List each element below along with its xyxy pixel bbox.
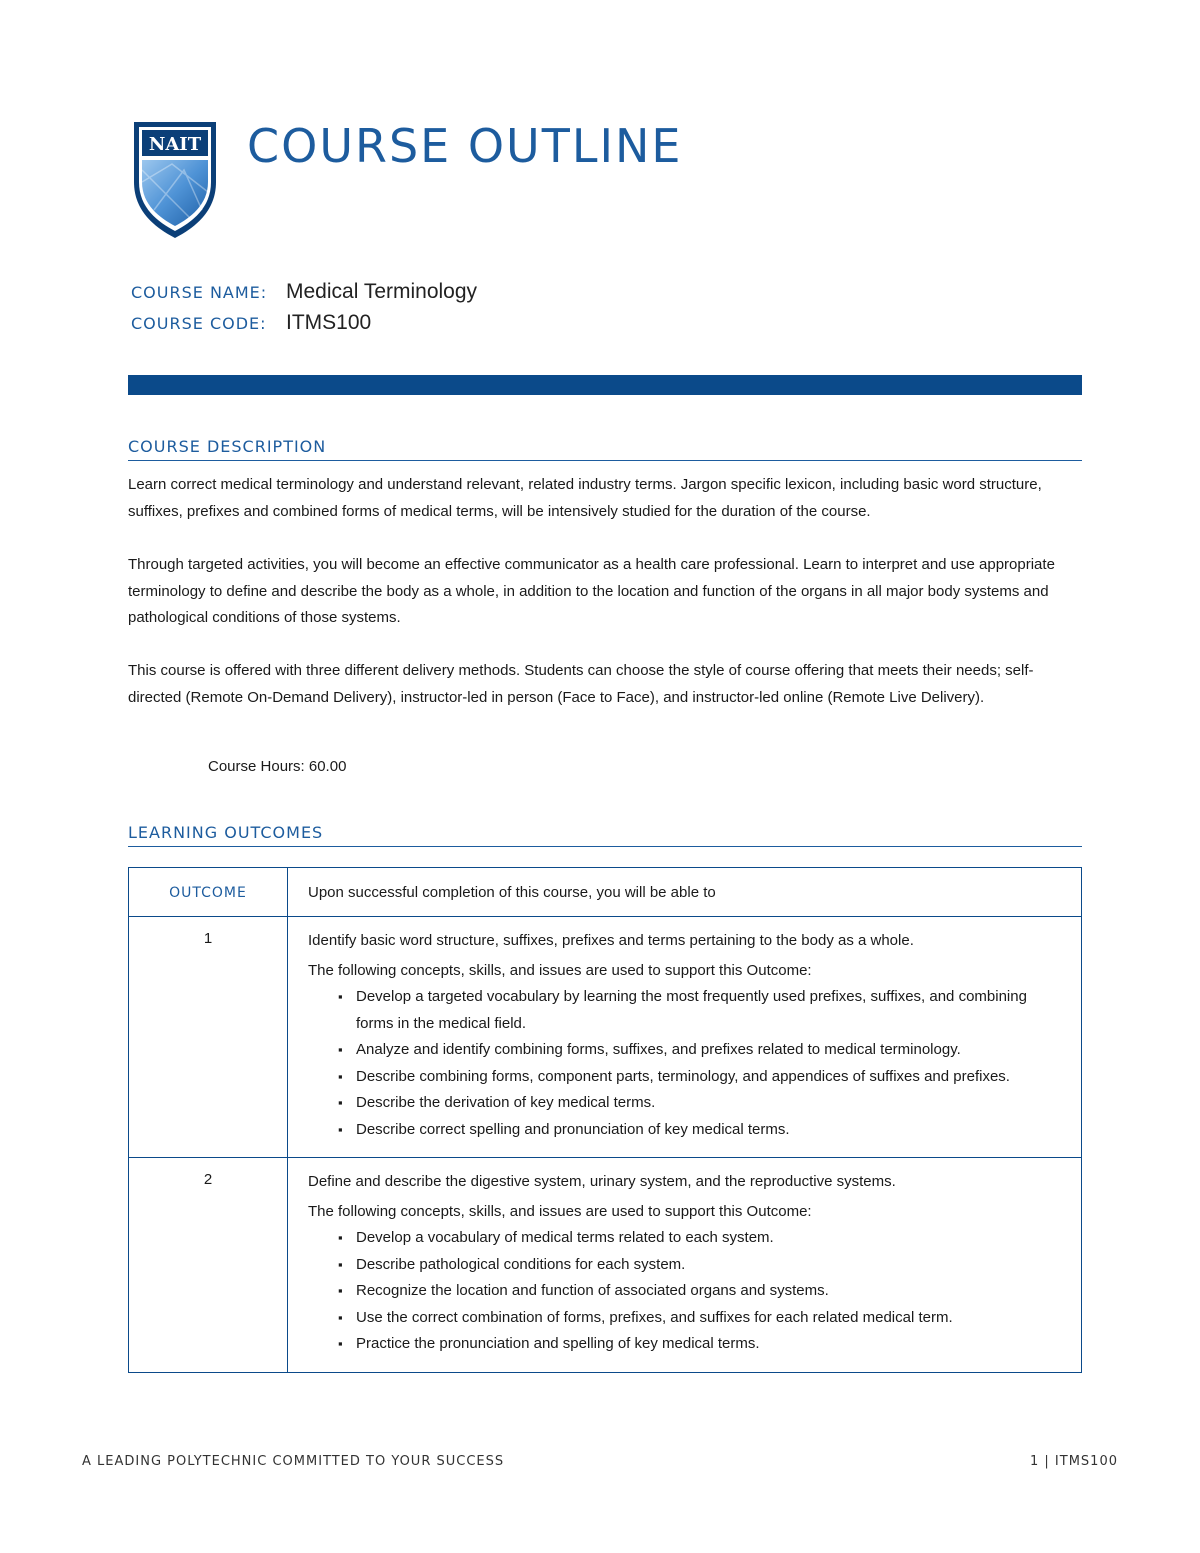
footer-page-number: 1 | ITMS100 [1030, 1454, 1118, 1469]
outcome-intro: The following concepts, skills, and issues are used to support this Outcome: [308, 1203, 812, 1220]
list-item: ▪ Describe correct spelling and pronunciation of key medical terms. [356, 1117, 1061, 1144]
list-item: ▪ Recognize the location and function of associated organs and systems. [356, 1278, 1061, 1305]
list-item: ▪ Describe the derivation of key medical terms. [356, 1090, 1061, 1117]
list-item: ▪ Describe pathological conditions for each system. [356, 1252, 1061, 1279]
description-paragraph: Through targeted activities, you will become an effective communicator as a health care professional. Learn to interpret and use appropriate terminology to define and describe the body as a whole, in addition to the location and function of the organs in all major body systems and pathological conditions of those systems. [128, 556, 1055, 626]
list-item: ▪ Analyze and identify combining forms, suffixes, and prefixes related to medical terminology. [356, 1037, 1061, 1064]
footer-tagline: A LEADING POLYTECHNIC COMMITTED TO YOUR SUCCESS [82, 1454, 505, 1469]
learning-outcomes-heading: LEARNING OUTCOMES [128, 823, 1082, 847]
table-header-row [129, 868, 1082, 917]
nait-logo [132, 120, 218, 240]
course-description-heading: COURSE DESCRIPTION [128, 437, 1082, 461]
outcome-detail-cell [288, 1158, 1082, 1373]
course-hours: Course Hours: 60.00 [208, 758, 347, 775]
outcome-number-cell [129, 1158, 288, 1373]
outcomes-table [128, 867, 1082, 1373]
logo-text: NAIT [148, 134, 202, 155]
outcome-number: 1 [203, 930, 213, 947]
list-item: ▪ Practice the pronunciation and spelling of key medical terms. [356, 1331, 1061, 1358]
outcome-list [308, 984, 1061, 1143]
course-code-label: COURSE CODE: [131, 314, 267, 333]
list-item: ▪ Use the correct combination of forms, prefixes, and suffixes for each related medical term. [356, 1305, 1061, 1332]
course-name-label: COURSE NAME: [131, 283, 268, 302]
document-title: COURSE OUTLINE [247, 119, 683, 173]
course-name-value: Medical Terminology [286, 280, 478, 303]
outcome-header-label: OUTCOME [169, 884, 247, 901]
outcome-intro: The following concepts, skills, and issues are used to support this Outcome: [308, 962, 812, 979]
description-paragraph: Learn correct medical terminology and understand relevant, related industry terms. Jargon specific lexicon, including basic word structure, suffixes, prefixes and combined forms of medical terms, will be intensively studied for the duration of the course. [128, 476, 1042, 520]
outcome-title: Define and describe the digestive system, urinary system, and the reproductive systems. [308, 1173, 896, 1190]
course-name-row [131, 280, 477, 310]
outcome-list [308, 1225, 1061, 1358]
table-row [129, 1158, 1082, 1373]
section-divider-bar [128, 375, 1082, 395]
outcome-column-header [129, 868, 288, 917]
outcome-description-header: Upon successful completion of this course, you will be able to [288, 868, 1082, 917]
list-item: ▪ Develop a vocabulary of medical terms related to each system. [356, 1225, 1061, 1252]
list-item: ▪ Develop a targeted vocabulary by learning the most frequently used prefixes, suffixes, and combining forms in the medical field. [356, 984, 1061, 1037]
outcome-detail-cell [288, 917, 1082, 1158]
course-code-row [131, 311, 371, 341]
course-code-value: ITMS100 [286, 311, 372, 334]
outcome-title: Identify basic word structure, suffixes, prefixes and terms pertaining to the body as a whole. [308, 932, 914, 949]
table-row [129, 917, 1082, 1158]
list-item: ▪ Describe combining forms, component parts, terminology, and appendices of suffixes and prefixes. [356, 1064, 1061, 1091]
outcome-number-cell [129, 917, 288, 1158]
description-paragraph: This course is offered with three different delivery methods. Students can choose the style of course offering that meets their needs; self-directed (Remote On-Demand Delivery), instructor-led in person (Face to Face), and instructor-led online (Remote Live Delivery). [128, 662, 1034, 706]
outcome-number: 2 [203, 1171, 213, 1188]
